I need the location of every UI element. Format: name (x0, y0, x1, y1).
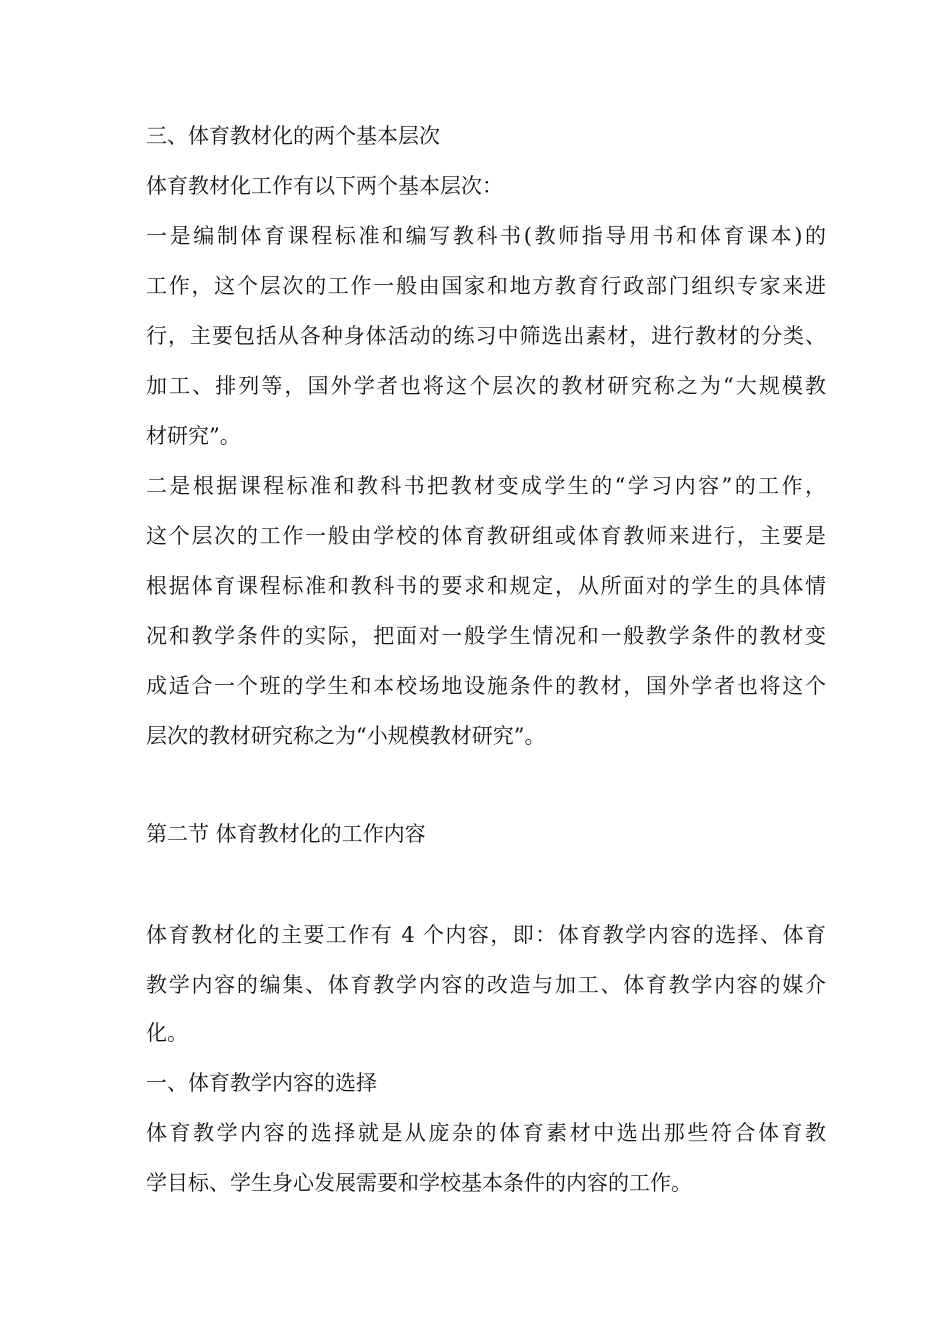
paragraph-selection-line-1: 体育教学内容的选择就是从庞杂的体育素材中选出那些符合体育教 (146, 1121, 826, 1145)
paragraph-level-two-line-4: 况和教学条件的实际，把面对一般学生情况和一般教学条件的教材变 (146, 624, 826, 648)
paragraph-level-one-line-1: 一是编制体育课程标准和编写教科书(教师指导用书和体育课本)的 (146, 224, 826, 248)
paragraph-work-content-line-3: 化。 (146, 1021, 188, 1045)
paragraph-work-content-line-2: 教学内容的编集、体育教学内容的改造与加工、体育教学内容的媒介 (146, 973, 826, 997)
paragraph-level-one-line-3: 行，主要包括从各种身体活动的练习中筛选出素材，进行教材的分类、 (146, 324, 826, 348)
paragraph-work-content-line-1: 体育教材化的主要工作有 4 个内容，即：体育教学内容的选择、体育 (146, 923, 826, 947)
paragraph-level-one-line-4: 加工、排列等，国外学者也将这个层次的教材研究称之为“大规模教 (146, 374, 826, 398)
section-heading-three: 三、体育教材化的两个基本层次 (146, 124, 440, 148)
chapter-section-heading: 第二节 体育教材化的工作内容 (146, 822, 426, 846)
paragraph-selection-line-2: 学目标、学生身心发展需要和学校基本条件的内容的工作。 (146, 1171, 692, 1195)
paragraph-level-two-line-3: 根据体育课程标准和教科书的要求和规定，从所面对的学生的具体情 (146, 574, 826, 598)
paragraph-level-two-line-2: 这个层次的工作一般由学校的体育教研组或体育教师来进行，主要是 (146, 524, 826, 548)
section-heading-one: 一、体育教学内容的选择 (146, 1071, 377, 1095)
paragraph-level-two-line-5: 成适合一个班的学生和本校场地设施条件的教材，国外学者也将这个 (146, 674, 826, 698)
paragraph-level-one-line-5: 材研究”。 (146, 424, 241, 448)
paragraph-intro: 体育教材化工作有以下两个基本层次： (146, 174, 503, 198)
paragraph-level-one-line-2: 工作，这个层次的工作一般由国家和地方教育行政部门组织专家来进 (146, 274, 826, 298)
paragraph-level-two-line-1: 二是根据课程标准和教科书把教材变成学生的“学习内容”的工作， (146, 474, 826, 498)
paragraph-level-two-line-6: 层次的教材研究称之为“小规模教材研究”。 (146, 724, 546, 748)
